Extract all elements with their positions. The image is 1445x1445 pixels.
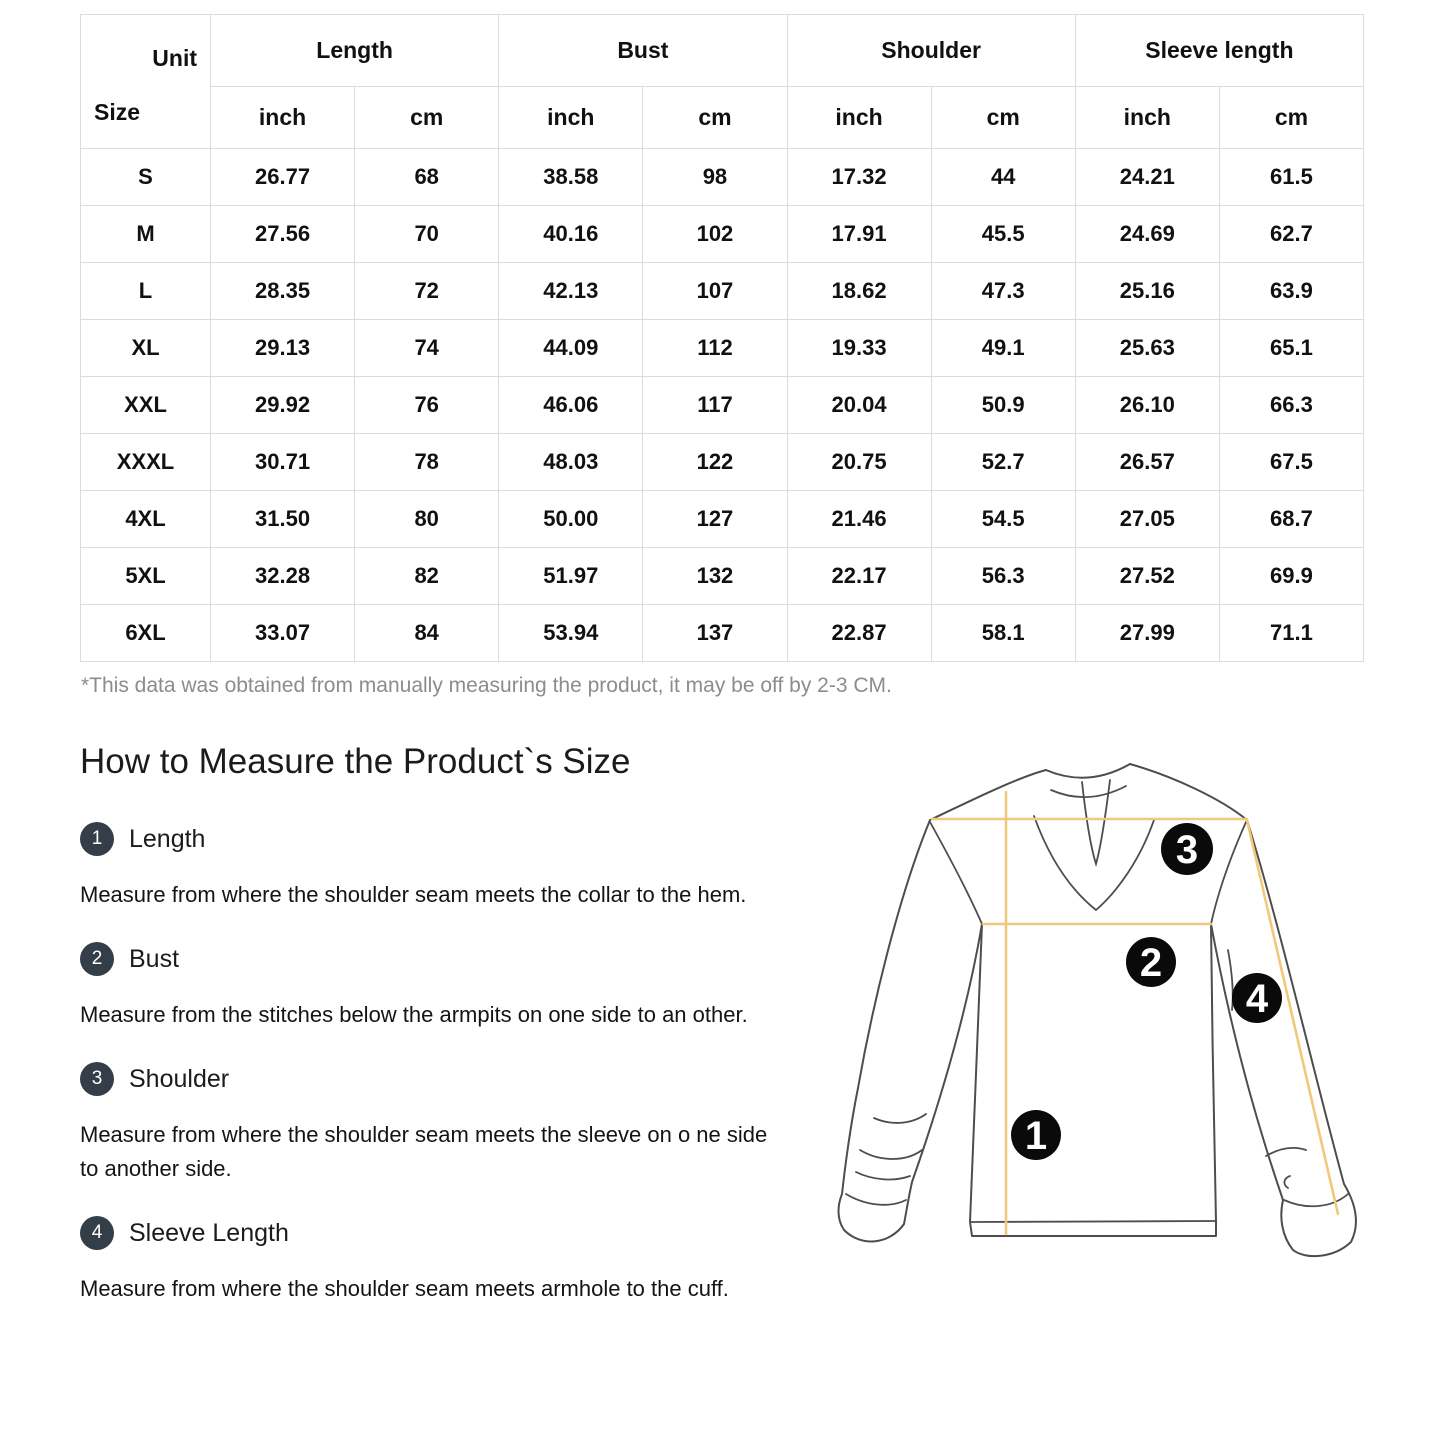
column-group-sleeve-length: Sleeve length (1075, 15, 1363, 87)
size-cell: 5XL (81, 548, 211, 605)
size-row-5XL (81, 548, 1364, 605)
size-row-XL (81, 320, 1364, 377)
item-label: Length (129, 824, 206, 853)
item-number-badge: 4 (80, 1216, 114, 1250)
size-cell: XXXL (81, 434, 211, 491)
size-cell: L (81, 263, 211, 320)
measurement-cell: 40.16 (499, 206, 643, 263)
measurement-cell: 132 (643, 548, 787, 605)
measurement-cell: 56.3 (931, 548, 1075, 605)
size-row-XXL (81, 377, 1364, 434)
size-cell: 6XL (81, 605, 211, 662)
marker-4 (1232, 973, 1282, 1023)
measurement-cell: 27.05 (1075, 491, 1219, 548)
measurement-cell: 50.00 (499, 491, 643, 548)
unit-header: inch (499, 87, 643, 149)
measurement-cell: 45.5 (931, 206, 1075, 263)
measurement-cell: 61.5 (1219, 149, 1363, 206)
measurement-cell: 48.03 (499, 434, 643, 491)
measurement-cell: 69.9 (1219, 548, 1363, 605)
size-cell: M (81, 206, 211, 263)
measurement-cell: 22.87 (787, 605, 931, 662)
measurement-cell: 98 (643, 149, 787, 206)
measurement-cell: 137 (643, 605, 787, 662)
measurement-cell: 63.9 (1219, 263, 1363, 320)
corner-cell (81, 15, 211, 149)
how-to-measure-section (80, 740, 1445, 1306)
measurement-cell: 38.58 (499, 149, 643, 206)
measurement-cell: 80 (355, 491, 499, 548)
item-label: Sleeve Length (129, 1218, 289, 1247)
measurement-disclaimer: *This data was obtained from manually measuring the product, it may be off by 2-3 CM. (81, 674, 892, 697)
measurement-cell: 102 (643, 206, 787, 263)
measurement-cell: 31.50 (211, 491, 355, 548)
measurement-cell: 33.07 (211, 605, 355, 662)
measurement-cell: 28.35 (211, 263, 355, 320)
measurement-cell: 71.1 (1219, 605, 1363, 662)
measurement-cell: 32.28 (211, 548, 355, 605)
item-description: Measure from where the shoulder seam meets the collar to the hem. (80, 882, 747, 907)
measurement-cell: 66.3 (1219, 377, 1363, 434)
item-description: Measure from where the shoulder seam meets the sleeve on o ne side to another side. (80, 1122, 768, 1181)
measurement-cell: 49.1 (931, 320, 1075, 377)
marker-number: 1 (1024, 1114, 1048, 1158)
measurement-cell: 47.3 (931, 263, 1075, 320)
size-row-L (81, 263, 1364, 320)
column-group-shoulder: Shoulder (787, 15, 1075, 87)
size-label: Size (94, 99, 141, 125)
measurement-cell: 67.5 (1219, 434, 1363, 491)
measurement-cell: 21.46 (787, 491, 931, 548)
measurement-cell: 29.92 (211, 377, 355, 434)
unit-header: inch (787, 87, 931, 149)
measurement-cell: 122 (643, 434, 787, 491)
unit-header: inch (1075, 87, 1219, 149)
size-chart (80, 14, 1364, 662)
hem-band-line (971, 1221, 1215, 1222)
measurement-cell: 26.77 (211, 149, 355, 206)
measurement-cell: 44.09 (499, 320, 643, 377)
measurement-cell: 76 (355, 377, 499, 434)
measurement-cell: 78 (355, 434, 499, 491)
measurement-cell: 27.99 (1075, 605, 1219, 662)
measurement-cell: 27.52 (1075, 548, 1219, 605)
measurement-cell: 42.13 (499, 263, 643, 320)
column-group-bust: Bust (499, 15, 787, 87)
measurement-cell: 68 (355, 149, 499, 206)
measurement-cell: 24.21 (1075, 149, 1219, 206)
marker-1 (1011, 1110, 1061, 1160)
measurement-cell: 52.7 (931, 434, 1075, 491)
item-number-badge: 1 (80, 822, 114, 856)
marker-number: 3 (1175, 828, 1199, 872)
measurement-cell: 20.75 (787, 434, 931, 491)
marker-2 (1126, 937, 1176, 987)
measurement-cell: 46.06 (499, 377, 643, 434)
unit-header: inch (211, 87, 355, 149)
measurement-cell: 112 (643, 320, 787, 377)
size-cell: XXL (81, 377, 211, 434)
measurement-cell: 44 (931, 149, 1075, 206)
item-description: Measure from where the shoulder seam meets armhole to the cuff. (80, 1276, 729, 1301)
size-row-S (81, 149, 1364, 206)
measurement-cell: 20.04 (787, 377, 931, 434)
measurement-cell: 26.57 (1075, 434, 1219, 491)
shirt-illustration (820, 758, 1445, 1318)
measurement-cell: 58.1 (931, 605, 1075, 662)
measurement-cell: 107 (643, 263, 787, 320)
item-label: Bust (129, 944, 180, 973)
measurement-cell: 19.33 (787, 320, 931, 377)
item-label: Shoulder (129, 1064, 230, 1093)
measurement-cell: 54.5 (931, 491, 1075, 548)
size-cell: 4XL (81, 491, 211, 548)
measurement-cell: 17.91 (787, 206, 931, 263)
measurement-cell: 51.97 (499, 548, 643, 605)
item-number-badge: 3 (80, 1062, 114, 1096)
size-row-4XL (81, 491, 1364, 548)
measurement-cell: 68.7 (1219, 491, 1363, 548)
column-group-length: Length (211, 15, 499, 87)
marker-3 (1161, 823, 1213, 875)
measurement-cell: 22.17 (787, 548, 931, 605)
measurement-cell: 17.32 (787, 149, 931, 206)
measurement-cell: 53.94 (499, 605, 643, 662)
unit-label: Unit (152, 45, 197, 71)
size-cell: XL (81, 320, 211, 377)
marker-number: 4 (1245, 977, 1269, 1021)
measurement-cell: 25.63 (1075, 320, 1219, 377)
measurement-cell: 72 (355, 263, 499, 320)
measurement-cell: 24.69 (1075, 206, 1219, 263)
how-to-heading: How to Measure the Product`s Size (80, 742, 631, 781)
unit-header: cm (355, 87, 499, 149)
table-header-groups (81, 15, 1364, 87)
unit-header: cm (931, 87, 1075, 149)
size-row-6XL (81, 605, 1364, 662)
measurement-cell: 25.16 (1075, 263, 1219, 320)
size-row-M (81, 206, 1364, 263)
unit-header: cm (1219, 87, 1363, 149)
size-cell: S (81, 149, 211, 206)
measurement-cell: 127 (643, 491, 787, 548)
measurement-cell: 84 (355, 605, 499, 662)
measurement-cell: 50.9 (931, 377, 1075, 434)
item-description: Measure from the stitches below the armpits on one side to an other. (80, 1002, 748, 1027)
measurement-cell: 27.56 (211, 206, 355, 263)
unit-header: cm (643, 87, 787, 149)
measurement-cell: 30.71 (211, 434, 355, 491)
size-table-body (81, 149, 1364, 662)
item-number-badge: 2 (80, 942, 114, 976)
measurement-cell: 65.1 (1219, 320, 1363, 377)
measurement-cell: 18.62 (787, 263, 931, 320)
measurement-cell: 29.13 (211, 320, 355, 377)
measurement-cell: 26.10 (1075, 377, 1219, 434)
measurement-cell: 70 (355, 206, 499, 263)
measurement-cell: 74 (355, 320, 499, 377)
measurement-cell: 62.7 (1219, 206, 1363, 263)
marker-number: 2 (1139, 941, 1163, 985)
measurement-cell: 117 (643, 377, 787, 434)
shirt-measurement-diagram (820, 758, 1445, 1318)
table-header-units (81, 87, 1364, 149)
size-table (80, 14, 1364, 662)
size-row-XXXL (81, 434, 1364, 491)
measurement-cell: 82 (355, 548, 499, 605)
